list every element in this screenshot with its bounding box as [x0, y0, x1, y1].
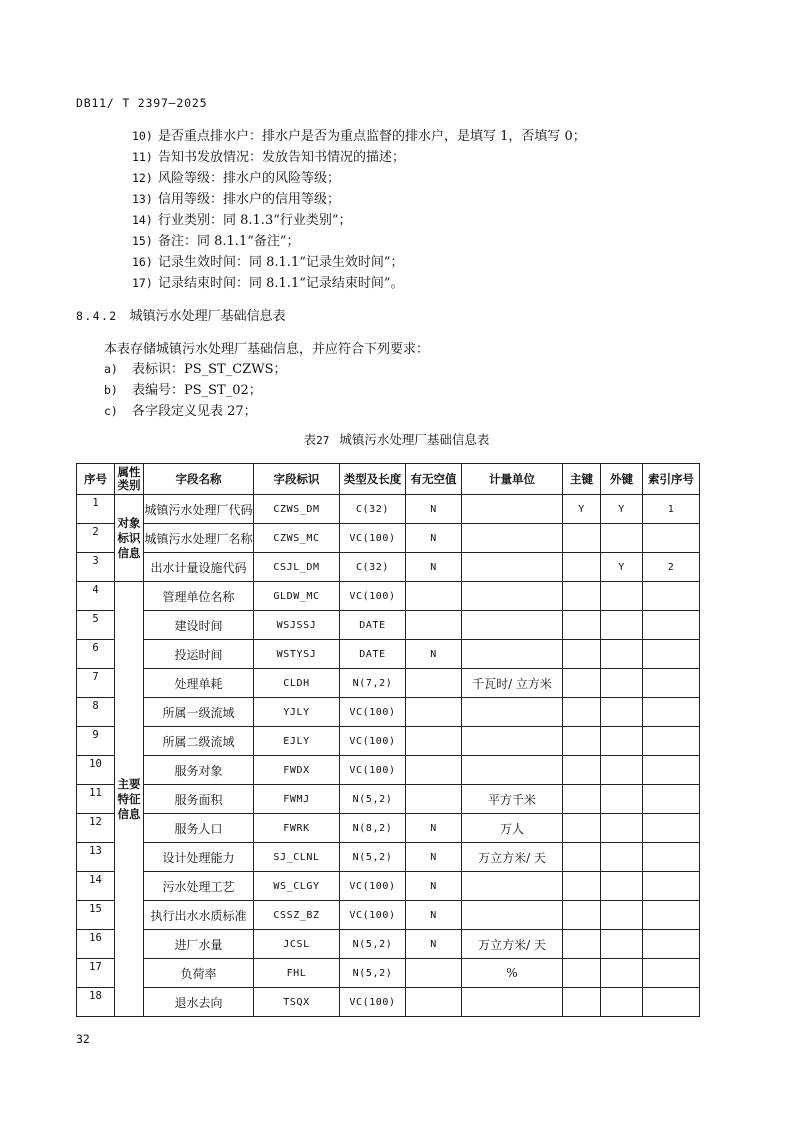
cell-primary-key	[563, 611, 601, 640]
requirement-text: 表编号：PS_ST_02；	[132, 383, 262, 398]
header-field-name: 字段名称	[144, 464, 254, 495]
table-row	[77, 698, 700, 727]
requirements-list	[104, 359, 286, 422]
cell-field-name: 所属二级流域	[144, 727, 254, 756]
list-item	[132, 252, 586, 273]
cell-type: VC(100)	[340, 756, 406, 785]
cell-unit	[462, 727, 563, 756]
table-row	[77, 901, 700, 930]
cell-seq: 8	[77, 698, 115, 727]
requirement-number: a)	[104, 362, 118, 376]
table-row	[77, 553, 700, 582]
cell-unit	[462, 901, 563, 930]
cell-nullable: N	[406, 843, 462, 872]
cell-unit	[462, 640, 563, 669]
cell-unit: 万立方米/ 天	[462, 843, 563, 872]
cell-type: N(5,2)	[340, 843, 406, 872]
cell-nullable: N	[406, 930, 462, 959]
table-row	[77, 785, 700, 814]
cell-index	[643, 988, 700, 1017]
requirement-item	[104, 401, 286, 422]
cell-seq: 2	[77, 524, 115, 553]
cell-field-code: YJLY	[254, 698, 340, 727]
cell-field-code: FWRK	[254, 814, 340, 843]
cell-index	[643, 959, 700, 988]
cell-field-code: FHL	[254, 959, 340, 988]
cell-unit	[462, 553, 563, 582]
list-item	[132, 273, 586, 294]
list-item	[132, 210, 586, 231]
cell-index	[643, 785, 700, 814]
cell-nullable: N	[406, 901, 462, 930]
list-item	[132, 147, 586, 168]
cell-index	[643, 582, 700, 611]
cell-index	[643, 611, 700, 640]
cell-field-name: 退水去向	[144, 988, 254, 1017]
table-row	[77, 669, 700, 698]
cell-primary-key	[563, 698, 601, 727]
cell-nullable: N	[406, 524, 462, 553]
cell-seq: 12	[77, 814, 115, 843]
cell-seq: 9	[77, 727, 115, 756]
cell-unit: %	[462, 959, 563, 988]
cell-primary-key	[563, 930, 601, 959]
list-item-text: 是否重点排水户：排水户是否为重点监督的排水户，是填写 1，否填写 0；	[158, 129, 586, 144]
cell-nullable: N	[406, 814, 462, 843]
cell-type: DATE	[340, 640, 406, 669]
cell-nullable	[406, 959, 462, 988]
table-row	[77, 611, 700, 640]
table-row	[77, 524, 700, 553]
header-index: 索引序号	[643, 464, 700, 495]
cell-index: 2	[643, 553, 700, 582]
cell-field-code: EJLY	[254, 727, 340, 756]
cell-field-code: FWDX	[254, 756, 340, 785]
cell-seq: 16	[77, 930, 115, 959]
list-item-text: 记录结束时间：同 8.1.1“记录结束时间”。	[158, 276, 404, 291]
cell-foreign-key: Y	[601, 553, 643, 582]
header-field-code: 字段标识	[254, 464, 340, 495]
cell-foreign-key	[601, 814, 643, 843]
requirement-text: 表标识：PS_ST_CZWS；	[132, 362, 287, 377]
cell-field-code: TSQX	[254, 988, 340, 1017]
requirement-number: b)	[104, 383, 118, 397]
header-primary-key: 主键	[563, 464, 601, 495]
cell-index: 1	[643, 495, 700, 524]
cell-nullable	[406, 988, 462, 1017]
table-row	[77, 843, 700, 872]
table-caption-text: 城镇污水处理厂基础信息表	[339, 432, 490, 447]
cell-field-name: 管理单位名称	[144, 582, 254, 611]
cell-primary-key	[563, 814, 601, 843]
cell-field-name: 设计处理能力	[144, 843, 254, 872]
cell-unit	[462, 524, 563, 553]
cell-index	[643, 524, 700, 553]
table-row	[77, 872, 700, 901]
cell-field-code: JCSL	[254, 930, 340, 959]
cell-field-name: 城镇污水处理厂名称	[144, 524, 254, 553]
section-title: 城镇污水处理厂基础信息表	[129, 309, 286, 324]
list-item-number: 10)	[132, 129, 153, 143]
cell-type: VC(100)	[340, 698, 406, 727]
intro-paragraph: 本表存储城镇污水处理厂基础信息，并应符合下列要求：	[104, 342, 430, 357]
cell-nullable	[406, 727, 462, 756]
cell-field-name: 执行出水水质标准	[144, 901, 254, 930]
cell-field-code: CLDH	[254, 669, 340, 698]
cell-foreign-key	[601, 843, 643, 872]
cell-field-name: 进厂水量	[144, 930, 254, 959]
list-item	[132, 231, 586, 252]
cell-primary-key	[563, 524, 601, 553]
cell-primary-key	[563, 756, 601, 785]
cell-unit	[462, 611, 563, 640]
cell-foreign-key	[601, 611, 643, 640]
cell-index	[643, 901, 700, 930]
cell-primary-key	[563, 785, 601, 814]
table-row	[77, 495, 700, 524]
cell-field-code: FWMJ	[254, 785, 340, 814]
cell-type: VC(100)	[340, 582, 406, 611]
cell-nullable	[406, 785, 462, 814]
cell-foreign-key: Y	[601, 495, 643, 524]
cell-primary-key	[563, 988, 601, 1017]
cell-field-name: 所属一级流域	[144, 698, 254, 727]
cell-primary-key	[563, 553, 601, 582]
cell-seq: 18	[77, 988, 115, 1017]
cell-field-name: 污水处理工艺	[144, 872, 254, 901]
cell-primary-key	[563, 727, 601, 756]
cell-unit	[462, 698, 563, 727]
cell-nullable	[406, 611, 462, 640]
list-item-number: 14)	[132, 213, 153, 227]
cell-index	[643, 843, 700, 872]
cell-foreign-key	[601, 524, 643, 553]
cell-unit	[462, 988, 563, 1017]
list-item	[132, 126, 586, 147]
cell-nullable	[406, 756, 462, 785]
cell-seq: 7	[77, 669, 115, 698]
cell-seq: 15	[77, 901, 115, 930]
cell-nullable	[406, 582, 462, 611]
cell-foreign-key	[601, 727, 643, 756]
list-item	[132, 168, 586, 189]
cell-primary-key	[563, 872, 601, 901]
table-body	[77, 495, 700, 1017]
cell-seq: 3	[77, 553, 115, 582]
cell-field-name: 服务面积	[144, 785, 254, 814]
cell-nullable	[406, 669, 462, 698]
cell-index	[643, 814, 700, 843]
cell-type: N(8,2)	[340, 814, 406, 843]
table-header-row	[77, 464, 700, 495]
cell-field-code: CZWS_MC	[254, 524, 340, 553]
field-list	[132, 126, 586, 294]
header-unit: 计量单位	[462, 464, 563, 495]
cell-field-name: 城镇污水处理厂代码	[144, 495, 254, 524]
cell-foreign-key	[601, 901, 643, 930]
cell-field-code: WS_CLGY	[254, 872, 340, 901]
list-item-number: 17)	[132, 276, 153, 290]
document-id: DB11/ T 2397—2025	[76, 96, 208, 110]
cell-unit: 万人	[462, 814, 563, 843]
cell-index	[643, 727, 700, 756]
list-item-number: 15)	[132, 234, 153, 248]
cell-primary-key	[563, 843, 601, 872]
cell-unit	[462, 872, 563, 901]
requirement-text: 各字段定义见表 27；	[132, 404, 257, 419]
cell-seq: 5	[77, 611, 115, 640]
category-main-features: 主要特征信息	[115, 582, 144, 1017]
cell-type: VC(100)	[340, 988, 406, 1017]
cell-index	[643, 640, 700, 669]
header-foreign-key: 外键	[601, 464, 643, 495]
cell-foreign-key	[601, 785, 643, 814]
cell-type: VC(100)	[340, 872, 406, 901]
cell-foreign-key	[601, 959, 643, 988]
list-item-text: 风险等级：排水户的风险等级；	[158, 171, 341, 186]
cell-index	[643, 756, 700, 785]
table-row	[77, 959, 700, 988]
cell-type: N(5,2)	[340, 930, 406, 959]
requirement-item	[104, 380, 286, 401]
cell-seq: 11	[77, 785, 115, 814]
cell-field-code: SJ_CLNL	[254, 843, 340, 872]
list-item	[132, 189, 586, 210]
field-definition-table	[76, 463, 700, 1017]
cell-field-name: 服务对象	[144, 756, 254, 785]
cell-unit	[462, 756, 563, 785]
header-type: 类型及长度	[340, 464, 406, 495]
cell-field-name: 建设时间	[144, 611, 254, 640]
category-object-id: 对象标识信息	[115, 495, 144, 582]
cell-type: VC(100)	[340, 524, 406, 553]
table-caption-number: 27	[316, 434, 330, 447]
cell-foreign-key	[601, 698, 643, 727]
cell-primary-key	[563, 669, 601, 698]
cell-field-code: WSTYSJ	[254, 640, 340, 669]
cell-unit: 千瓦时/ 立方米	[462, 669, 563, 698]
cell-nullable: N	[406, 553, 462, 582]
cell-field-name: 负荷率	[144, 959, 254, 988]
list-item-text: 记录生效时间：同 8.1.1“记录生效时间”；	[158, 255, 404, 270]
cell-type: C(32)	[340, 553, 406, 582]
cell-primary-key	[563, 959, 601, 988]
list-item-number: 16)	[132, 255, 153, 269]
table-row	[77, 727, 700, 756]
cell-type: VC(100)	[340, 727, 406, 756]
list-item-text: 行业类别：同 8.1.3“行业类别”；	[158, 213, 352, 228]
cell-nullable: N	[406, 640, 462, 669]
cell-nullable: N	[406, 495, 462, 524]
cell-type: C(32)	[340, 495, 406, 524]
cell-index	[643, 669, 700, 698]
table-row	[77, 582, 700, 611]
cell-index	[643, 872, 700, 901]
page-number: 32	[76, 1032, 90, 1046]
cell-type: DATE	[340, 611, 406, 640]
cell-field-name: 出水计量设施代码	[144, 553, 254, 582]
cell-type: N(5,2)	[340, 959, 406, 988]
cell-field-name: 服务人口	[144, 814, 254, 843]
cell-foreign-key	[601, 988, 643, 1017]
table-caption-prefix: 表	[303, 432, 317, 447]
section-heading	[76, 305, 286, 324]
header-nullable: 有无空值	[406, 464, 462, 495]
cell-nullable: N	[406, 872, 462, 901]
section-number: 8.4.2	[76, 309, 118, 323]
header-category: 属性类别	[115, 464, 144, 495]
cell-primary-key	[563, 582, 601, 611]
list-item-text: 备注：同 8.1.1“备注”；	[158, 234, 300, 249]
cell-index	[643, 930, 700, 959]
cell-foreign-key	[601, 640, 643, 669]
cell-unit	[462, 495, 563, 524]
requirement-item	[104, 359, 286, 380]
cell-field-name: 处理单耗	[144, 669, 254, 698]
cell-foreign-key	[601, 756, 643, 785]
table-row	[77, 756, 700, 785]
cell-seq: 4	[77, 582, 115, 611]
cell-type: N(7,2)	[340, 669, 406, 698]
cell-unit	[462, 582, 563, 611]
cell-seq: 17	[77, 959, 115, 988]
cell-nullable	[406, 698, 462, 727]
table-row	[77, 930, 700, 959]
cell-seq: 13	[77, 843, 115, 872]
cell-foreign-key	[601, 669, 643, 698]
cell-unit: 万立方米/ 天	[462, 930, 563, 959]
list-item-text: 信用等级：排水户的信用等级；	[158, 192, 341, 207]
cell-foreign-key	[601, 872, 643, 901]
cell-seq: 10	[77, 756, 115, 785]
table-caption	[0, 430, 793, 448]
table-row	[77, 988, 700, 1017]
list-item-number: 12)	[132, 171, 153, 185]
cell-primary-key: Y	[563, 495, 601, 524]
requirement-number: c)	[104, 404, 118, 418]
cell-primary-key	[563, 901, 601, 930]
cell-field-code: CSSZ_BZ	[254, 901, 340, 930]
table-row	[77, 814, 700, 843]
cell-index	[643, 698, 700, 727]
cell-type: VC(100)	[340, 901, 406, 930]
cell-seq: 14	[77, 872, 115, 901]
cell-foreign-key	[601, 930, 643, 959]
table-row	[77, 640, 700, 669]
cell-seq: 6	[77, 640, 115, 669]
cell-field-code: WSJSSJ	[254, 611, 340, 640]
cell-primary-key	[563, 640, 601, 669]
header-seq: 序号	[77, 464, 115, 495]
cell-field-name: 投运时间	[144, 640, 254, 669]
cell-unit: 平方千米	[462, 785, 563, 814]
cell-foreign-key	[601, 582, 643, 611]
list-item-text: 告知书发放情况：发放告知书情况的描述；	[158, 150, 406, 165]
cell-field-code: CSJL_DM	[254, 553, 340, 582]
list-item-number: 11)	[132, 150, 153, 164]
list-item-number: 13)	[132, 192, 153, 206]
cell-field-code: GLDW_MC	[254, 582, 340, 611]
cell-field-code: CZWS_DM	[254, 495, 340, 524]
cell-type: N(5,2)	[340, 785, 406, 814]
cell-seq: 1	[77, 495, 115, 524]
